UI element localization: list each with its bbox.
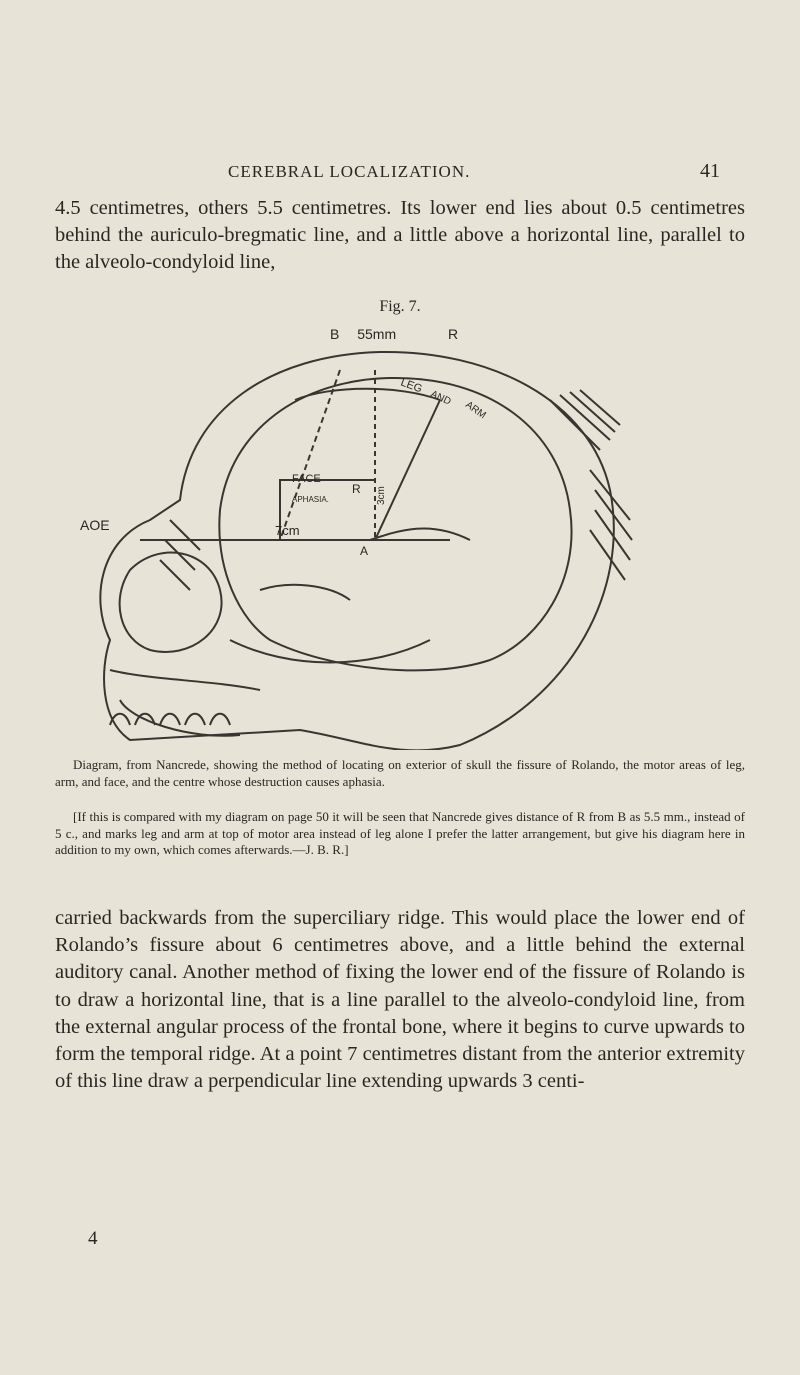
label-7cm: 7cm (275, 523, 300, 538)
page-header (0, 162, 800, 188)
label-leg: LEG (398, 376, 424, 396)
label-aphasia: APHASIA. (292, 495, 329, 504)
label-b: B (330, 326, 340, 342)
label-55mm: 55mm (357, 326, 397, 342)
figure-caption: Diagram, from Nancrede, showing the method of locating on exterior of skull the fissure of Rolando, the motor areas of leg, arm, and face, and the centre whose destruction causes aphasia. (55, 757, 745, 789)
label-a: A (360, 544, 369, 558)
figure-label: Fig. 7. (379, 298, 421, 315)
signature-mark: 4 (88, 1228, 98, 1249)
calvarium-inner (219, 378, 571, 670)
skull-diagram (70, 340, 670, 750)
label-3cm: 3cm (376, 486, 387, 505)
label-face: FACE (292, 473, 321, 485)
label-r-top: R (448, 326, 459, 342)
label-r: R (352, 482, 361, 496)
orbit (120, 553, 222, 652)
label-arm: ARM (463, 399, 488, 422)
label-and: AND (428, 388, 453, 408)
body-paragraph-top: 4.5 centimetres, others 5.5 centimetres. Its lower end lies about 0.5 centimetres behind the auriculo-bregmatic line, and a little above a horizontal line, parallel to the alveolo-condyloid line, (55, 197, 745, 273)
mandible (110, 670, 260, 736)
page-number: 41 (700, 160, 720, 182)
body-paragraph-bottom: carried backwards from the superciliary ridge. This would place the lower end of Rolando’s fissure about 6 centimetres above, and a little behind the external auditory canal. Another method of fixing the lower end of the fissure of Rolando is to draw a horizontal line, that is a line parallel to the alveolo-condyloid line, from the external angular process of the frontal bone, where it begins to curve upwards to form the temporal ridge. At a point 7 centimetres distant from the anterior extremity of this line draw a perpendicular line extending upwards 3 centi- (55, 907, 745, 1093)
label-aoe: AOE (80, 517, 110, 533)
running-title: CEREBRAL LOCALIZATION. (228, 162, 471, 181)
figure-note: [If this is compared with my diagram on page 50 it will be seen that Nancrede gives distance of R from B as 5.5 mm., instead of 5 c., and marks leg and arm at top of motor area instead of leg alone I prefer the latter arrangement, but give his diagram here in addition to my own, which comes afterwards.—J. B. R.] (55, 809, 745, 858)
